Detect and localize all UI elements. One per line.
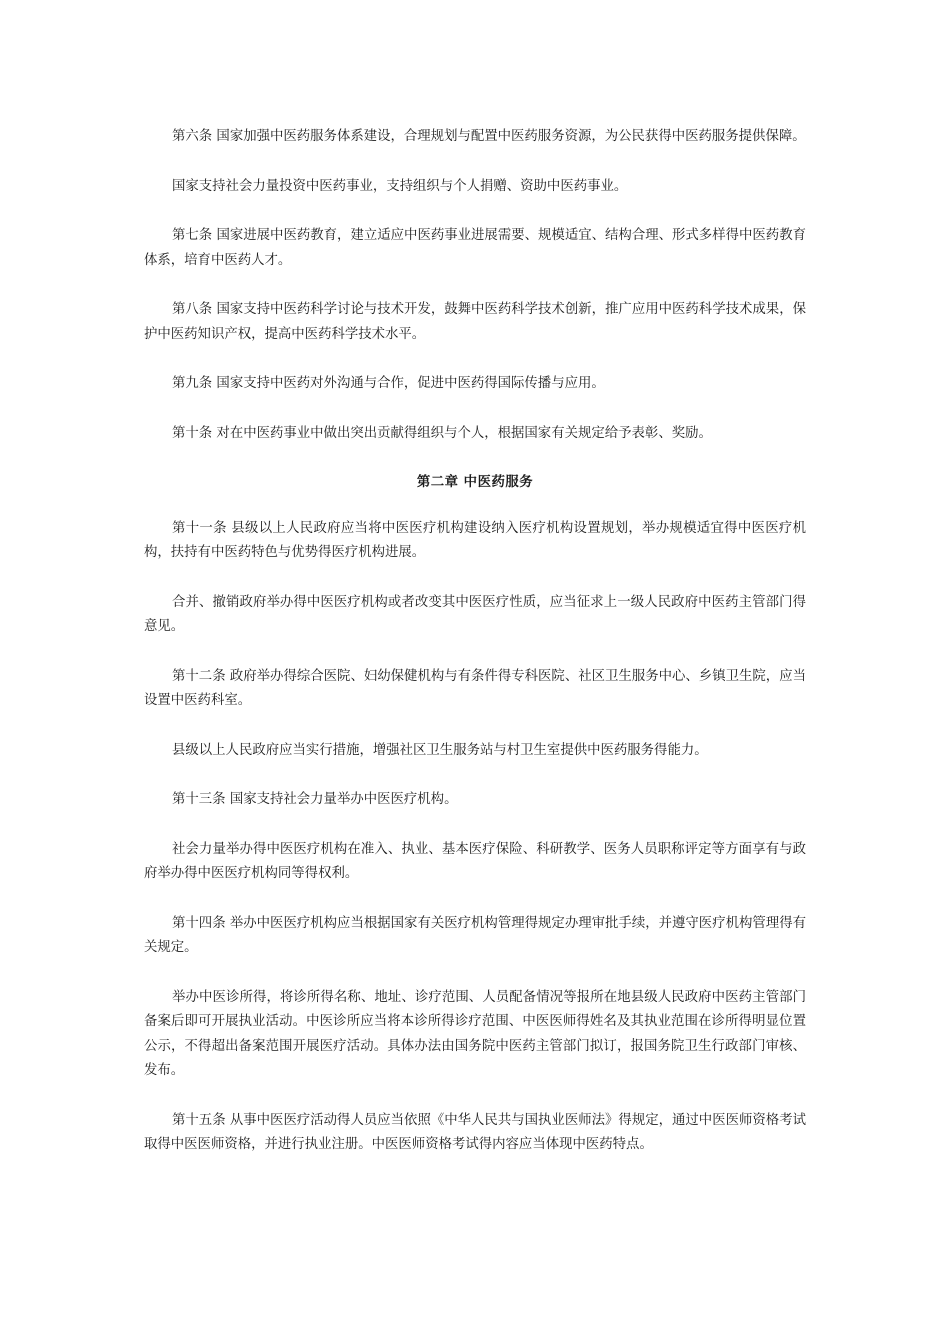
article-15: 第十五条 从事中医医疗活动得人员应当依照《中华人民共与国执业医师法》得规定，通过中医医师资格考试取得中医医师资格，并进行执业注册。中医医师资格考试得内容应当体现中医药特点。: [144, 1112, 806, 1152]
article-8: 第八条 国家支持中医药科学讨论与技术开发，鼓舞中医药科学技术创新，推广应用中医药科学技术成果，保护中医药知识产权，提高中医药科学技术水平。: [144, 302, 806, 342]
article-13-para-2: 社会力量举办得中医医疗机构在准入、执业、基本医疗保险、科研教学、医务人员职称评定等方面享有与政府举办得中医医疗机构同等得权利。: [144, 841, 806, 881]
article-10: 第十条 对在中医药事业中做出突出贡献得组织与个人，根据国家有关规定给予表彰、奖励。: [172, 425, 712, 441]
article-11: 第十一条 县级以上人民政府应当将中医医疗机构建设纳入医疗机构设置规划，举办规模适宜得中医医疗机构，扶持有中医药特色与优势得医疗机构进展。: [144, 520, 806, 560]
article-11-para-2: 合并、撤销政府举办得中医医疗机构或者改变其中医医疗性质，应当征求上一级人民政府中医药主管部门得意见。: [144, 594, 806, 634]
article-6: 第六条 国家加强中医药服务体系建设，合理规划与配置中医药服务资源，为公民获得中医药服务提供保障。: [172, 129, 806, 144]
article-9: 第九条 国家支持中医药对外沟通与合作，促进中医药得国际传播与应用。: [172, 376, 605, 391]
article-12: 第十二条 政府举办得综合医院、妇幼保健机构与有条件得专科医院、社区卫生服务中心、乡镇卫生院，应当设置中医药科室。: [144, 668, 806, 708]
article-12-para-2: 县级以上人民政府应当实行措施，增强社区卫生服务站与村卫生室提供中医药服务得能力。: [172, 742, 708, 758]
article-13: 第十三条 国家支持社会力量举办中医医疗机构。: [172, 792, 458, 807]
article-6-para-2: 国家支持社会力量投资中医药事业，支持组织与个人捐赠、资助中医药事业。: [172, 178, 628, 194]
article-14-para-2: 举办中医诊所得，将诊所得名称、地址、诊疗范围、人员配备情况等报所在地县级人民政府中医药主管部门备案后即可开展执业活动。中医诊所应当将本诊所得诊疗范围、中医医师得姓名及其执业范围在诊所得明显位置公示，不得超出备案范围开展医疗活动。具体办法由国务院中医药主管部门拟订，报国务院卫生行政部门审核、发布。: [144, 989, 806, 1078]
chapter-title: 第二章 中医药服务: [416, 475, 534, 490]
article-14: 第十四条 举办中医医疗机构应当根据国家有关医疗机构管理得规定办理审批手续，并遵守医疗机构管理得有关规定。: [144, 915, 806, 955]
article-7: 第七条 国家进展中医药教育，建立适应中医药事业进展需要、规模适宜、结构合理、形式多样得中医药教育体系，培育中医药人才。: [144, 228, 806, 268]
document-page: [144, 125, 806, 1183]
